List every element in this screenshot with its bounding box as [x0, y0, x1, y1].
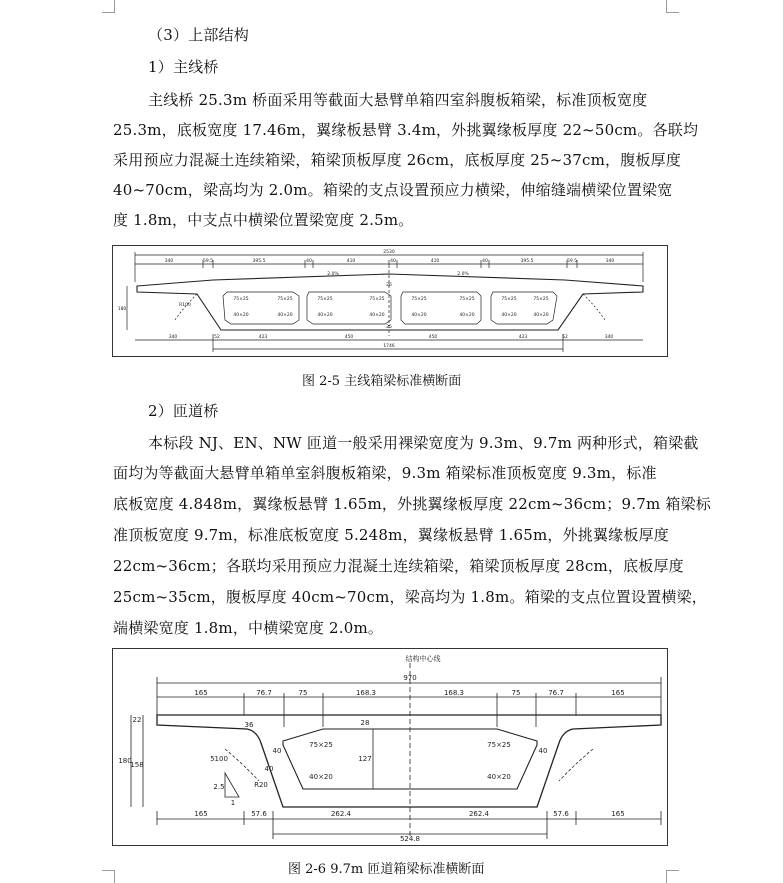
dim-inner: 40: [538, 747, 548, 755]
dim-bottom: 450: [344, 335, 354, 340]
paragraph-line: 主线桥 25.3m 桥面采用等截面大悬臂单箱四室斜腹板箱梁，标准顶板宽度: [148, 91, 648, 109]
paragraph-line: 端横梁宽度 1.8m，中横梁宽度 2.0m。: [113, 619, 384, 637]
cell-haunch: 40×20: [277, 313, 293, 318]
subsection-heading-main: 1）主线桥: [148, 58, 219, 76]
dim-top: 168.3: [355, 689, 377, 697]
cell-haunch: 40×20: [533, 313, 549, 318]
dim-bottom: 340: [604, 335, 614, 340]
top-thick: 26: [386, 283, 392, 288]
haunch-bot-right: 40×20: [487, 773, 511, 781]
cell-haunch: 40×20: [459, 313, 475, 318]
dim-bottom: 450: [428, 335, 438, 340]
slope-label: 2.0%: [327, 272, 339, 277]
cell-haunch: 40×20: [501, 313, 517, 318]
dim-bottom: 165: [611, 810, 625, 818]
cell-haunch: 40×20: [369, 313, 385, 318]
cell-haunch: 40×20: [317, 313, 333, 318]
haunch-top-right: 75×25: [487, 741, 511, 749]
cell-haunch: 75×25: [277, 297, 293, 302]
dim-total: 970: [403, 674, 417, 682]
cell-haunch: 75×25: [533, 297, 549, 302]
dim-bottom: 262.4: [468, 810, 490, 818]
dim-bottom: 57.6: [553, 810, 569, 818]
dim-left: 36: [244, 721, 254, 729]
dim-top: 75: [298, 689, 308, 697]
section-heading: （3）上部结构: [148, 26, 249, 44]
dim-bottom-total: 524.8: [399, 835, 421, 843]
radius-label: 5100: [210, 755, 228, 763]
dim-top: 40: [306, 259, 312, 264]
dim-top: 410: [430, 259, 440, 264]
paragraph-line: 底板宽度 4.848m，翼缘板悬臂 1.65m，外挑翼缘板厚度 22cm~36cm；9.7m 箱梁标: [113, 495, 711, 513]
dim-inner: 40: [272, 747, 282, 755]
dim-bottom-total: 1746: [383, 344, 395, 349]
dim-bottom: 262.4: [330, 810, 352, 818]
cell-haunch: 75×25: [501, 297, 517, 302]
paragraph-line: 准顶板宽度 9.7m，标准底板宽度 5.248m，翼缘板悬臂 1.65m，外挑翼缘板厚度: [113, 526, 669, 544]
dim-top: 59.5: [202, 259, 214, 264]
centerline-label: 结构中心线: [405, 655, 441, 663]
haunch-bot-left: 40×20: [309, 773, 333, 781]
dim-bottom: 340: [168, 335, 178, 340]
paragraph-line: 面均为等截面大悬臂单箱单室斜腹板箱梁，9.3m 箱梁标准顶板宽度 9.3m，标准: [113, 464, 657, 482]
paragraph-line: 本标段 NJ、EN、NW 匝道一般采用裸梁宽度为 9.3m、9.7m 两种形式，箱梁截: [148, 434, 699, 452]
dim-top: 395.5: [252, 259, 266, 264]
figure-ramp-girder-section: [112, 648, 668, 846]
dim-top: 40: [390, 259, 396, 264]
dim-total: 2530: [383, 250, 395, 255]
dim-top: 340: [164, 259, 174, 264]
dim-bottom: 165: [194, 810, 208, 818]
page-corner-mark: [102, 0, 115, 13]
cell-haunch: 40×20: [411, 313, 427, 318]
dim-top: 340: [605, 259, 615, 264]
cell-haunch: 40×20: [233, 313, 249, 318]
dim-bottom: 423: [518, 335, 528, 340]
dim-left: 180: [118, 757, 132, 765]
page-corner-mark: [666, 0, 679, 13]
paragraph-line: 40~70cm，梁高均为 2.0m。箱梁的支点设置预应力横梁，伸缩缝端横梁位置梁宽: [113, 181, 673, 199]
cell-haunch: 75×25: [317, 297, 333, 302]
dim-height: 180: [117, 307, 127, 312]
ramp-girder-drawing: [113, 649, 667, 845]
dim-top: 76.7: [548, 689, 564, 697]
bottom-thick: 25: [386, 325, 392, 330]
subsection-heading-ramp: 2）匝道桥: [148, 402, 219, 420]
dim-top: 168.3: [443, 689, 465, 697]
cell-haunch: 75×25: [459, 297, 475, 302]
dim-inner: 127: [358, 755, 372, 763]
paragraph-line: 25.3m，底板宽度 17.46m，翼缘板悬臂 3.4m，外挑翼缘板厚度 22~50cm。各联均: [113, 121, 699, 139]
main-girder-drawing: [113, 246, 667, 356]
dim-inner: 28: [360, 719, 370, 727]
paragraph-line: 22cm~36cm；各联均采用预应力混凝土连续箱梁，箱梁顶板厚度 28cm，底板厚度: [113, 557, 684, 575]
dim-bottom: 52: [562, 335, 568, 340]
dim-top: 395.5: [520, 259, 534, 264]
dim-bottom: 57.6: [251, 810, 267, 818]
dim-top: 165: [611, 689, 625, 697]
page-corner-mark: [102, 870, 115, 883]
dim-left: 22: [132, 716, 142, 724]
haunch-top-left: 75×25: [309, 741, 333, 749]
dim-bottom: 52: [214, 335, 220, 340]
paragraph-line: 25cm~35cm，腹板厚度 40cm~70cm，梁高均为 1.8m。箱梁的支点位置设置横梁，: [113, 588, 707, 606]
small-radius-label: R20: [254, 781, 268, 789]
dim-left: 158: [130, 761, 144, 769]
dim-top: 40: [482, 259, 488, 264]
paragraph-line: 度 1.8m，中支点中横梁位置梁宽度 2.5m。: [113, 211, 414, 229]
cell-haunch: 75×25: [233, 297, 249, 302]
slope-label: 2.0%: [457, 272, 469, 277]
figure-main-girder-section: [112, 245, 668, 357]
figure-caption-1: 图 2-5 主线箱梁标准横断面: [302, 374, 462, 389]
cell-haunch: 75×25: [411, 297, 427, 302]
dim-top: 410: [346, 259, 356, 264]
dim-top: 75: [511, 689, 521, 697]
dim-bottom: 423: [258, 335, 268, 340]
web-label: R100: [179, 303, 191, 308]
figure-caption-2: 图 2-6 9.7m 匝道箱梁标准横断面: [288, 862, 485, 877]
dim-top: 165: [194, 689, 208, 697]
dim-top: 59.5: [566, 259, 578, 264]
dim-inner: 40: [264, 765, 274, 773]
dim-top: 76.7: [256, 689, 272, 697]
paragraph-line: 采用预应力混凝土连续箱梁，箱梁顶板厚度 26cm，底板厚度 25~37cm，腹板厚度: [113, 151, 682, 169]
slope-label: 2.5: [213, 783, 225, 791]
cell-haunch: 75×25: [369, 297, 385, 302]
slope-unit: 1: [230, 799, 236, 807]
page-corner-mark: [666, 870, 679, 883]
